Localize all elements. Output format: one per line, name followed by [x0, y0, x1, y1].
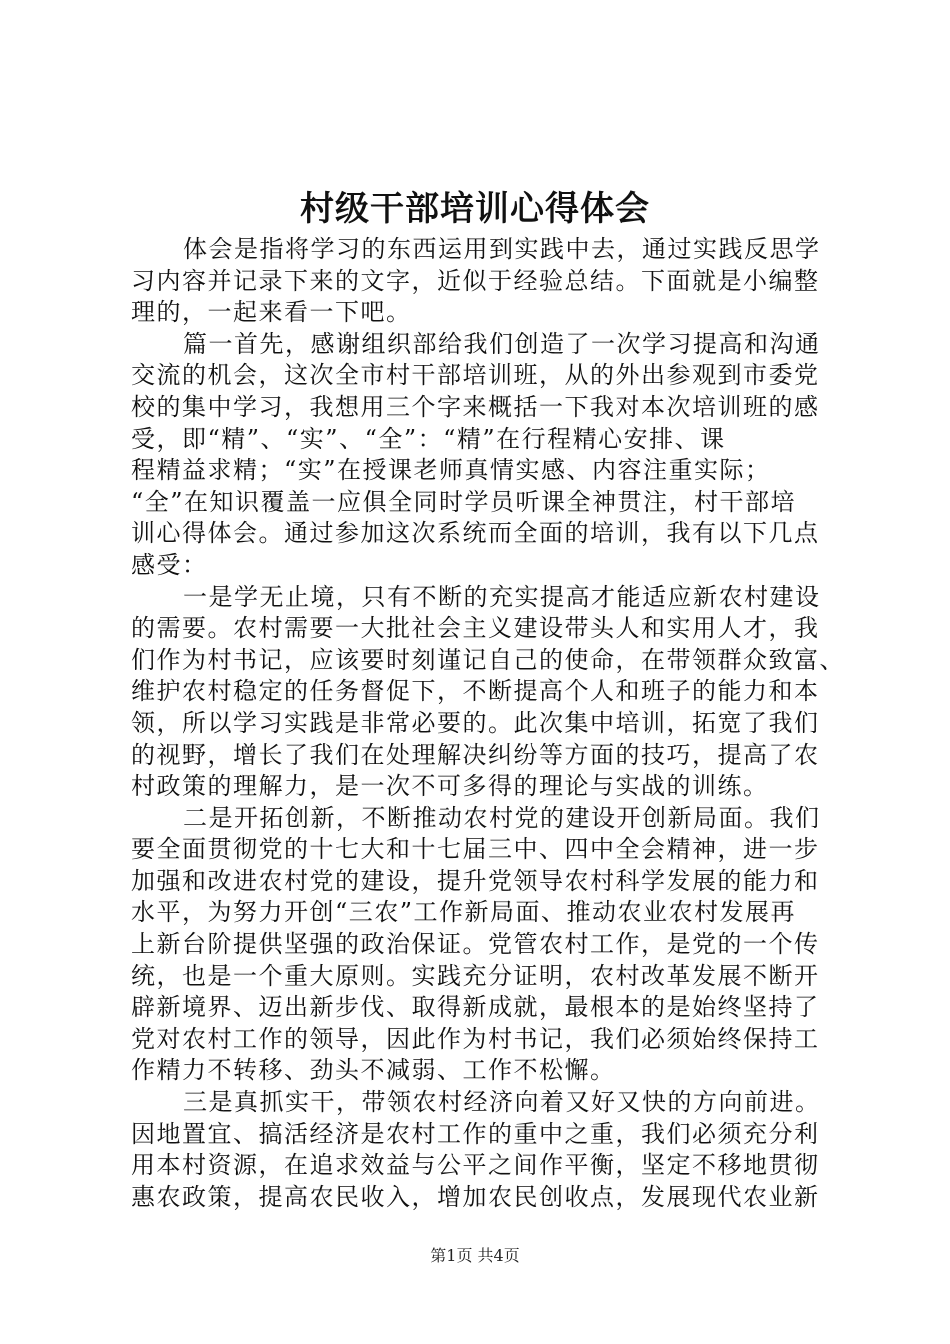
- body-line: 体会是指将学习的东西运用到实践中去，通过实践反思学: [183, 235, 821, 263]
- body-line: 校的集中学习，我想用三个字来概括一下我对本次培训班的感: [131, 392, 820, 421]
- body-line: 二是开拓创新，不断推动农村党的建设开创新局面。我们: [183, 803, 821, 832]
- body-line: 水平，为努力开创“三农”工作新局面、推动农业农村发展再: [131, 898, 797, 927]
- body-line: 理的，一起来看一下吧。: [131, 298, 412, 327]
- body-line: 统，也是一个重大原则。实践充分证明，农村改革发展不断开: [131, 961, 820, 990]
- body-line: “全”在知识覆盖一应俱全同时学员听课全神贯注，村干部培: [131, 487, 797, 516]
- body-line: 篇一首先，感谢组织部给我们创造了一次学习提高和沟通: [183, 329, 821, 358]
- page-number-footer: 第1页 共4页: [430, 1246, 520, 1265]
- body-line: 辟新境界、迈出新步伐、取得新成就，最根本的是始终坚持了: [131, 993, 820, 1022]
- body-line: 作精力不转移、劲头不减弱、工作不松懈。: [131, 1056, 616, 1085]
- body-line: 习内容并记录下来的文字，近似于经验总结。下面就是小编整: [131, 266, 820, 295]
- document-title: 村级干部培训心得体会: [300, 189, 650, 229]
- body-line: 上新台阶提供坚强的政治保证。党管农村工作，是党的一个传: [131, 930, 820, 959]
- body-line: 受，即“精”、“实”、“全”：“精”在行程精心安排、课: [131, 424, 726, 453]
- body-line: 的视野，增长了我们在处理解决纠纷等方面的技巧，提高了农: [131, 740, 820, 769]
- body-line: 要全面贯彻党的十七大和十七届三中、四中全会精神，进一步: [131, 835, 820, 864]
- body-line: 的需要。农村需要一大批社会主义建设带头人和实用人才，我: [131, 614, 820, 643]
- document-body: [131, 234, 845, 1213]
- body-line: 领，所以学习实践是非常必要的。此次集中培训，拓宽了我们: [131, 708, 820, 737]
- body-line: 维护农村稳定的任务督促下，不断提高个人和班子的能力和本: [131, 677, 820, 706]
- body-line: 一是学无止境，只有不断的充实提高才能适应新农村建设: [183, 582, 821, 611]
- body-line: 加强和改进农村党的建设，提升党领导农村科学发展的能力和: [131, 866, 820, 895]
- body-line: 村政策的理解力，是一次不可多得的理论与实战的训练。: [131, 772, 769, 801]
- body-line: 交流的机会，这次全市村干部培训班，从的外出参观到市委党: [131, 361, 820, 390]
- body-line: 训心得体会。通过参加这次系统而全面的培训，我有以下几点: [131, 519, 820, 548]
- body-line: 用本村资源，在追求效益与公平之间作平衡，坚定不移地贯彻: [131, 1151, 820, 1180]
- body-line: 感受：: [131, 550, 208, 579]
- body-line: 程精益求精；“实”在授课老师真情实感、内容注重实际；: [131, 456, 771, 485]
- body-line: 惠农政策，提高农民收入，增加农民创收点，发展现代农业新: [131, 1182, 820, 1211]
- body-line: 三是真抓实干，带领农村经济向着又好又快的方向前进。: [183, 1088, 821, 1117]
- body-line: 党对农村工作的领导，因此作为村书记，我们必须始终保持工: [131, 1024, 820, 1053]
- body-line: 们作为村书记，应该要时刻谨记自己的使命，在带领群众致富、: [131, 645, 845, 674]
- body-line: 因地置宜、搞活经济是农村工作的重中之重，我们必须充分利: [131, 1119, 820, 1148]
